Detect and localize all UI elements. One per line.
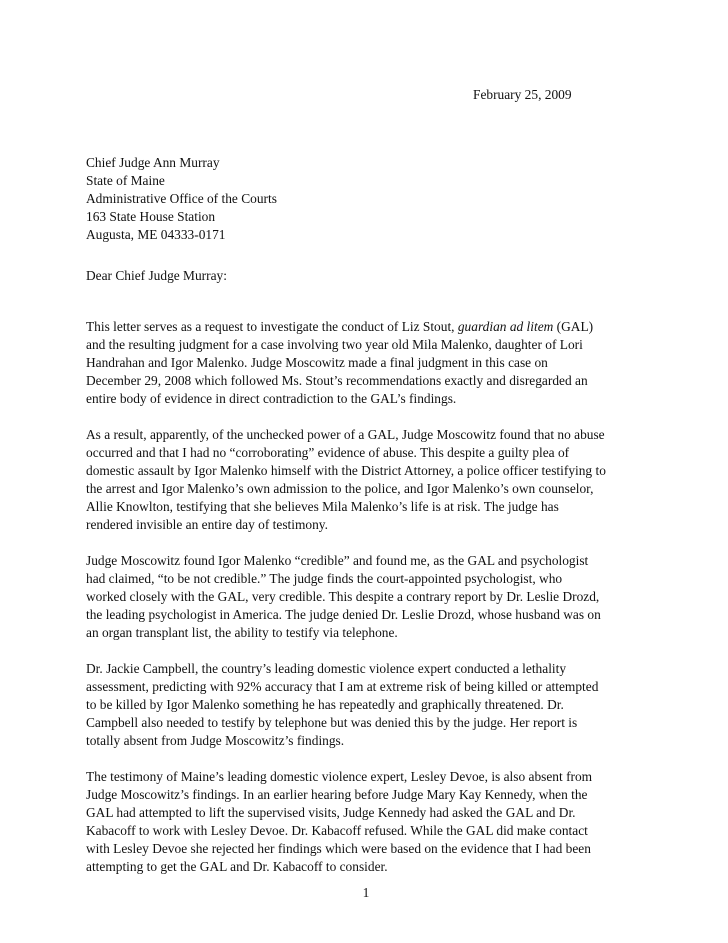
paragraph-line: rendered invisible an entire day of testimony. xyxy=(86,517,328,532)
text-run: This letter serves as a request to investigate the conduct of Liz Stout, xyxy=(86,319,458,334)
paragraph-line: to be killed by Igor Malenko something he has repeatedly and graphically threatened. Dr. xyxy=(86,697,564,712)
letter-date: February 25, 2009 xyxy=(473,87,572,102)
address-line-street: 163 State House Station xyxy=(86,209,216,224)
paragraph-line: Kabacoff to work with Lesley Devoe. Dr. Kabacoff refused. While the GAL did make contact xyxy=(86,823,588,838)
paragraph-line: Handrahan and Igor Malenko. Judge Moscowitz made a final judgment in this case on xyxy=(86,355,548,370)
paragraph-line: an organ transplant list, the ability to testify via telephone. xyxy=(86,625,398,640)
paragraph-line: with Lesley Devoe she rejected her findings which were based on the evidence that I had been xyxy=(86,841,591,856)
paragraph-line: attempting to get the GAL and Dr. Kabacoff to consider. xyxy=(86,859,388,874)
paragraph-findings xyxy=(86,426,646,534)
address-line-city: Augusta, ME 04333-0171 xyxy=(86,227,226,242)
paragraph-line: totally absent from Judge Moscowitz’s findings. xyxy=(86,733,345,748)
salutation: Dear Chief Judge Murray: xyxy=(86,268,227,283)
paragraph-line: As a result, apparently, of the unchecked power of a GAL, Judge Moscowitz found that no abuse xyxy=(86,427,605,442)
paragraph-line: GAL had attempted to lift the supervised visits, Judge Kennedy had asked the GAL and Dr. xyxy=(86,805,576,820)
paragraph-line: worked closely with the GAL, very credible. This despite a contrary report by Dr. Leslie Drozd, xyxy=(86,589,600,604)
page-number: 1 xyxy=(362,885,370,900)
paragraph-line: Allie Knowlton, testifying that she believes Mila Malenko’s life is at risk. The judge has xyxy=(86,499,559,514)
paragraph-line: Dr. Jackie Campbell, the country’s leading domestic violence expert conducted a lethality xyxy=(86,661,567,676)
paragraph-line: occurred and that I had no “corroborating” evidence of abuse. This despite a guilty plea of xyxy=(86,445,570,460)
paragraph-line: December 29, 2008 which followed Ms. Stout’s recommendations exactly and disregarded an xyxy=(86,373,588,388)
paragraph-line: had claimed, “to be not credible.” The judge finds the court-appointed psychologist, who xyxy=(86,571,563,586)
letter-body xyxy=(86,318,646,894)
paragraph-line: the arrest and Igor Malenko’s own admission to the police, and Igor Malenko’s own counselor, xyxy=(86,481,594,496)
text-run: (GAL) xyxy=(553,319,594,334)
italic-term: guardian ad litem xyxy=(457,319,554,334)
paragraph-request xyxy=(86,318,646,408)
paragraph-line xyxy=(86,318,646,336)
paragraph-line: assessment, predicting with 92% accuracy that I am at extreme risk of being killed or attempted xyxy=(86,679,599,694)
paragraph-line: entire body of evidence in direct contradiction to the GAL’s findings. xyxy=(86,391,457,406)
paragraph-line: Judge Moscowitz found Igor Malenko “credible” and found me, as the GAL and psychologist xyxy=(86,553,589,568)
paragraph-line: and the resulting judgment for a case involving two year old Mila Malenko, daughter of Lori xyxy=(86,337,583,352)
address-line-state: State of Maine xyxy=(86,173,165,188)
paragraph-line: domestic assault by Igor Malenko himself with the District Attorney, a police officer testifying to xyxy=(86,463,606,478)
paragraph-line: Judge Moscowitz’s findings. In an earlier hearing before Judge Mary Kay Kennedy, when the xyxy=(86,787,588,802)
recipient-address xyxy=(86,154,277,244)
address-line-office: Administrative Office of the Courts xyxy=(86,191,277,206)
address-line-name: Chief Judge Ann Murray xyxy=(86,155,220,170)
paragraph-line: The testimony of Maine’s leading domestic violence expert, Lesley Devoe, is also absent from xyxy=(86,769,593,784)
paragraph-credibility xyxy=(86,552,646,642)
paragraph-line: Campbell also needed to testify by telephone but was denied this by the judge. Her report is xyxy=(86,715,578,730)
paragraph-lethality xyxy=(86,660,646,750)
paragraph-line: the leading psychologist in America. The judge denied Dr. Leslie Drozd, whose husband was on xyxy=(86,607,601,622)
paragraph-testimony xyxy=(86,768,646,876)
